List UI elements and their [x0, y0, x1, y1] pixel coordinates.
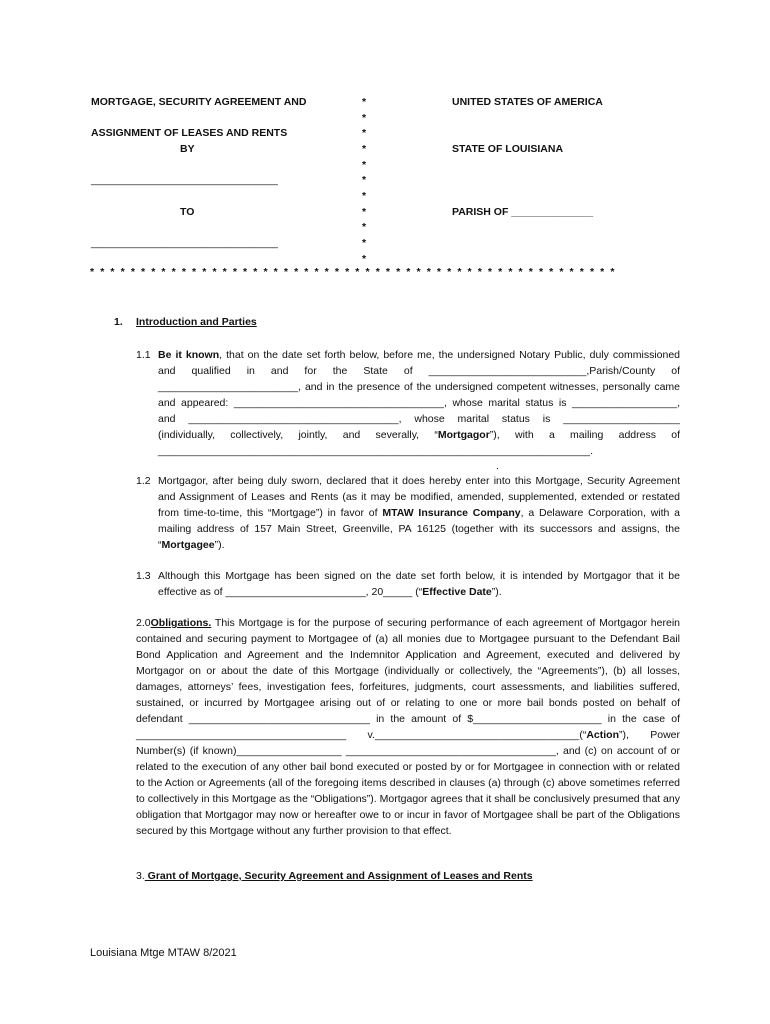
para-1-3-effective: Effective Date — [422, 586, 492, 598]
star-separator: * — [362, 237, 367, 249]
star-separator: * — [362, 253, 367, 265]
para-1-2-text1: Mortgagor, after being duly sworn, declared that it does hereby enter into this Mortgage, Security Agreement and Assignment of Leases and Rents (as it may be modified, amended, supplemented, extended or restated from time-to-time, this “Mortgage”) in favor of — [158, 475, 680, 519]
header-title-line1: MORTGAGE, SECURITY AGREEMENT AND — [91, 96, 307, 108]
star-separator: * — [362, 174, 367, 186]
section3-title: Grant of Mortgage, Security Agreement and Assignment of Leases and Rents — [144, 870, 533, 882]
para-1-2-text3: ”). — [214, 539, 225, 551]
section3-number: 3. — [136, 870, 145, 882]
para-2-number: 2.0 — [136, 617, 151, 629]
section1-number: 1. — [114, 316, 123, 328]
para-1-3-text2: ”). — [491, 586, 502, 598]
section1-title: Introduction and Parties — [136, 316, 257, 328]
para-2-text2: ”), Power Number(s) (if known)__________________ ____________________________________, and (c) on account of or related to the execution of any other bail bond executed or posted by or for Mortgagee in connection with or related to the Action or Agreements (all of the foregoing items described in clauses (a) through (c) above sometimes referred to collectively in this Mortgage as the “Obligations”). Mortgagor agrees that it shall be conclusively presumed that any obligation that Mortgagor may now or hereafter owe to or incur in favor of Mortgagee shall be part of the Obligations secured by this Mortgage without any further provision to that effect. — [136, 729, 680, 837]
para-1-2-number: 1.2 — [136, 475, 151, 487]
header-blank-mortgagee: ________________________________ — [91, 237, 278, 249]
para-1-1-mortgagor: Mortgagor — [437, 429, 490, 441]
para-1-2-company: MTAW Insurance Company — [382, 507, 521, 519]
page-footer: Louisiana Mtge MTAW 8/2021 — [90, 947, 237, 959]
para-1-1-tail: ”), with a mailing address of __________________________________________________________________________. — [158, 429, 680, 457]
para-1-1-number: 1.1 — [136, 349, 151, 361]
para-1-2-mortgagee: Mortgagee — [161, 539, 215, 551]
para-1-3-number: 1.3 — [136, 570, 151, 582]
star-separator: * — [362, 143, 367, 155]
header-state: STATE OF LOUISIANA — [452, 143, 564, 155]
para-1-3 — [158, 568, 680, 600]
header-to: TO — [180, 206, 195, 218]
para-2-action: Action — [586, 729, 619, 741]
star-separator: * — [362, 206, 367, 218]
header-by: BY — [180, 143, 195, 155]
para-1-2-text2: , a Delaware Corporation, with a mailing address of 157 Main Street, Greenville, PA 16125 (together with its successors and assigns, the “ — [158, 507, 680, 551]
para-1-1-lead: Be it known — [158, 349, 220, 361]
para-1-1-text: , that on the date set forth below, before me, the undersigned Notary Public, duly commissioned and qualified in and for the State of ___________________________,Parish/County of ________________________, and in the presence of the undersigned competent witnesses, personally came and appeared: ____________________________________, whose marital status is __________________, and ____________________________________, whose marital status is ____________________ (individually, collectively, jointly, and severally, “ — [158, 349, 681, 441]
para-1-1 — [158, 347, 680, 459]
para-1-2 — [158, 473, 680, 553]
header-parish: PARISH OF ______________ — [452, 206, 594, 218]
star-separator: * — [362, 96, 367, 108]
star-separator: * — [362, 159, 367, 171]
star-separator: * — [362, 190, 367, 202]
star-separator: * — [362, 221, 367, 233]
header-blank-mortgagor: ________________________________ — [91, 174, 278, 186]
header-country: UNITED STATES OF AMERICA — [452, 96, 603, 108]
star-separator: * — [362, 127, 367, 139]
header-title-line2: ASSIGNMENT OF LEASES AND RENTS — [91, 127, 288, 139]
para-1-1-stray-dot: . — [496, 460, 499, 472]
para-2-text1: This Mortgage is for the purpose of securing performance of each agreement of Mortgagor herein contained and securing payment to Mortgagee of (a) all monies due to Mortgagee pursuant to the Defendant Bail Bond Application and Agreement and the Indemnitor Application and Agreement, executed and delivered by Mortgagor on or about the date of this Mortgage (individually or collectively, the “Agreements”), (b) all losses, damages, attorneys’ fees, investigation fees, forfeitures, judgments, court assessments, and liabilities suffered, sustained, or incurred by Mortgagee arising out of or relating to one or more bail bonds posted on behalf of defendant _______________________________ in the amount of $______________________ in the case of ____________________________________ v.___________________________________(“ — [136, 617, 680, 741]
star-separator: * — [362, 112, 367, 124]
section3-heading — [136, 868, 680, 884]
para-1-3-text1: Although this Mortgage has been signed on the date set forth below, it is intended by Mortgagor that it be effective as of ________________________, 20_____ (“ — [158, 570, 680, 598]
para-2-obligations — [136, 615, 680, 839]
para-2-title: Obligations. — [150, 617, 212, 629]
star-divider-row: * * * * * * * * * * * * * * * * * * * * * * * * * * * * * * * * * * * * * * * * * * * * * * * * * * * * — [90, 266, 617, 278]
